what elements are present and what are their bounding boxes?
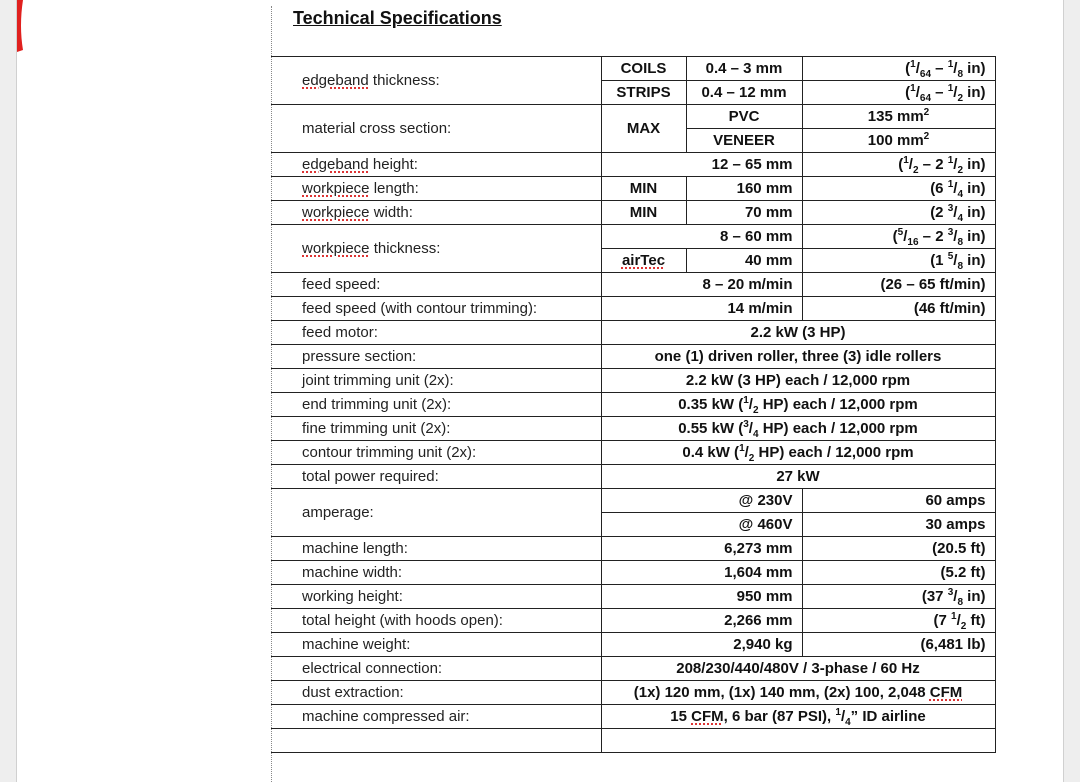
- table-row: [271, 201, 995, 225]
- table-row: [271, 633, 995, 657]
- table-cell: (5.2 ft): [802, 561, 995, 585]
- table-cell: MAX: [601, 105, 686, 153]
- table-cell: (46 ft/min): [802, 297, 995, 321]
- table-cell: 950 mm: [601, 585, 802, 609]
- spec-label: fine trimming unit (2x):: [271, 417, 601, 441]
- spec-label: edgeband thickness:: [271, 57, 601, 105]
- table-row: [271, 705, 995, 729]
- spec-label: workpiece width:: [271, 201, 601, 225]
- spec-label: total height (with hoods open):: [271, 609, 601, 633]
- table-cell: 2,266 mm: [601, 609, 802, 633]
- table-cell: 27 kW: [601, 465, 995, 489]
- table-cell: 0.35 kW ($^1/_2$ HP) each / 12,000 rpm: [601, 393, 995, 417]
- table-cell: 135 $mm^2$: [802, 105, 995, 129]
- table-cell: 70 mm: [686, 201, 802, 225]
- spec-label: total power required:: [271, 465, 601, 489]
- table-row: [271, 57, 995, 81]
- table-row: [271, 105, 995, 129]
- table-cell: ($^1/_{64} - ^1/_2$ in): [802, 81, 995, 105]
- table-cell: 30 amps: [802, 513, 995, 537]
- spec-label: machine width:: [271, 561, 601, 585]
- table-row: [271, 609, 995, 633]
- table-cell: ($^5/_{16} - 2$ $^3/_8$ in): [802, 225, 995, 249]
- table-row: [271, 585, 995, 609]
- spec-label: workpiece length:: [271, 177, 601, 201]
- table-row: [271, 153, 995, 177]
- spec-label: pressure section:: [271, 345, 601, 369]
- table-cell: 15 CFM, 6 bar (87 PSI), $^1/_4$” ID airline: [601, 705, 995, 729]
- table-cell: (2 $^3/_4$ in): [802, 201, 995, 225]
- table-cell: 100 $mm^2$: [802, 129, 995, 153]
- table-cell: [601, 729, 995, 753]
- spec-label: working height:: [271, 585, 601, 609]
- spec-label: material cross section:: [271, 105, 601, 153]
- table-cell: one (1) driven roller, three (3) idle rollers: [601, 345, 995, 369]
- table-cell: ($^1/_2 - 2$ $^1/_2$ in): [802, 153, 995, 177]
- table-row: [271, 297, 995, 321]
- spec-label: electrical connection:: [271, 657, 601, 681]
- table-row: [271, 393, 995, 417]
- spec-label: amperage:: [271, 489, 601, 537]
- table-cell: 6,273 mm: [601, 537, 802, 561]
- table-cell: 0.4 kW ($^1/_2$ HP) each / 12,000 rpm: [601, 441, 995, 465]
- specifications-table: [271, 56, 996, 753]
- table-cell: 2.2 kW (3 HP) each / 12,000 rpm: [601, 369, 995, 393]
- table-row: [271, 321, 995, 345]
- table-cell: (1 $^5/_8$ in): [802, 249, 995, 273]
- table-cell: (1x) 120 mm, (1x) 140 mm, (2x) 100, 2,048 CFM: [601, 681, 995, 705]
- spec-label: workpiece thickness:: [271, 225, 601, 273]
- table-cell: 1,604 mm: [601, 561, 802, 585]
- table-cell: STRIPS: [601, 81, 686, 105]
- table-cell: (26 – 65 ft/min): [802, 273, 995, 297]
- spec-label: edgeband height:: [271, 153, 601, 177]
- table-cell: 2,940 kg: [601, 633, 802, 657]
- table-cell: (6,481 lb): [802, 633, 995, 657]
- spec-label: end trimming unit (2x):: [271, 393, 601, 417]
- table-row: [271, 345, 995, 369]
- table-cell: (20.5 ft): [802, 537, 995, 561]
- table-row: [271, 225, 995, 249]
- table-cell: 60 amps: [802, 489, 995, 513]
- table-cell: MIN: [601, 177, 686, 201]
- table-cell: @ 230V: [601, 489, 802, 513]
- table-cell: (37 $^3/_8$ in): [802, 585, 995, 609]
- table-row: [271, 465, 995, 489]
- table-cell: 0.55 kW ($^3/_4$ HP) each / 12,000 rpm: [601, 417, 995, 441]
- table-row: [271, 177, 995, 201]
- table-cell: (6 $^1/_4$ in): [802, 177, 995, 201]
- spec-label: contour trimming unit (2x):: [271, 441, 601, 465]
- table-row: [271, 273, 995, 297]
- table-row: [271, 729, 995, 753]
- spec-label: dust extraction:: [271, 681, 601, 705]
- spec-label: feed speed (with contour trimming):: [271, 297, 601, 321]
- table-cell: PVC: [686, 105, 802, 129]
- table-cell: 208/230/440/480V / 3-phase / 60 Hz: [601, 657, 995, 681]
- table-cell: 8 – 60 mm: [601, 225, 802, 249]
- table-cell: COILS: [601, 57, 686, 81]
- spec-label: [271, 729, 601, 753]
- table-row: [271, 537, 995, 561]
- table-cell: ($^1/_{64} - ^1/_8$ in): [802, 57, 995, 81]
- table-row: [271, 489, 995, 513]
- table-cell: 0.4 – 12 mm: [686, 81, 802, 105]
- table-cell: 0.4 – 3 mm: [686, 57, 802, 81]
- table-row: [271, 657, 995, 681]
- table-cell: 14 m/min: [601, 297, 802, 321]
- table-cell: MIN: [601, 201, 686, 225]
- table-row: [271, 369, 995, 393]
- table-row: [271, 441, 995, 465]
- table-cell: 160 mm: [686, 177, 802, 201]
- table-cell: 2.2 kW (3 HP): [601, 321, 995, 345]
- spec-label: feed speed:: [271, 273, 601, 297]
- spec-label: joint trimming unit (2x):: [271, 369, 601, 393]
- spec-label: machine compressed air:: [271, 705, 601, 729]
- table-cell: 8 – 20 m/min: [601, 273, 802, 297]
- table-cell: 12 – 65 mm: [601, 153, 802, 177]
- table-cell: @ 460V: [601, 513, 802, 537]
- red-shape-fragment: [17, 0, 31, 52]
- table-cell: VENEER: [686, 129, 802, 153]
- table-row: [271, 417, 995, 441]
- table-cell: airTec: [601, 249, 686, 273]
- table-row: [271, 681, 995, 705]
- table-cell: (7 $^1/_2$ ft): [802, 609, 995, 633]
- page-title: Technical Specifications: [293, 8, 502, 28]
- table-cell: 40 mm: [686, 249, 802, 273]
- spec-label: machine length:: [271, 537, 601, 561]
- spec-label: machine weight:: [271, 633, 601, 657]
- spec-label: feed motor:: [271, 321, 601, 345]
- table-row: [271, 561, 995, 585]
